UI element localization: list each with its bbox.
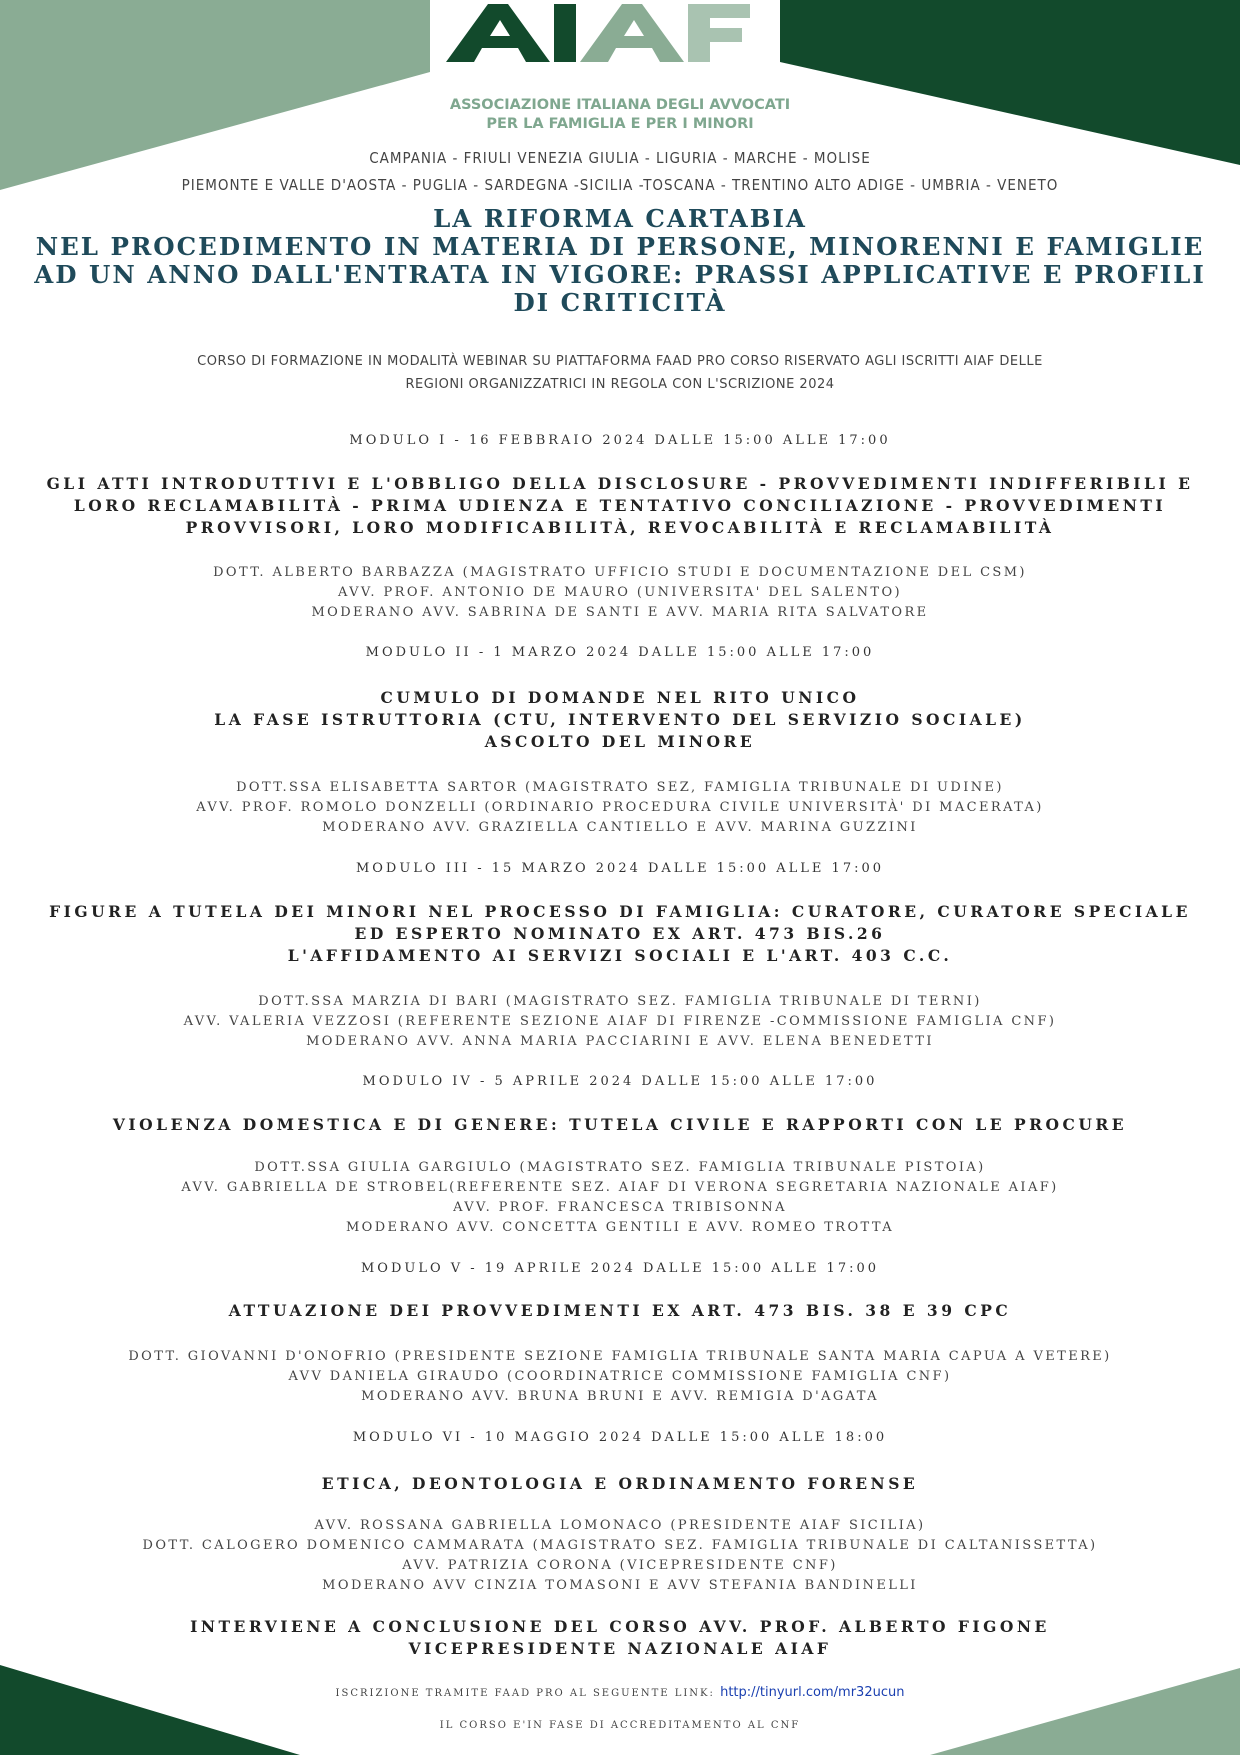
module-5-date: MODULO V - 19 APRILE 2024 DALLE 15:00 ALLE 17:00 <box>360 1261 880 1276</box>
module-6-date: MODULO VI - 10 MAGGIO 2024 DALLE 15:00 ALLE 18:00 <box>352 1430 888 1445</box>
module-2-speaker-2: AVV. PROF. ROMOLO DONZELLI (ORDINARIO PROCEDURA CIVILE UNIVERSITÀ' DI MACERATA) <box>196 800 1044 815</box>
module-3-title-line3: L'AFFIDAMENTO AI SERVIZI SOCIALI E L'ART. 403 C.C. <box>287 946 953 965</box>
closing-speaker <box>0 1616 1240 1660</box>
registration-info <box>0 1685 1240 1700</box>
module-2-title-line1: CUMULO DI DOMANDE NEL RITO UNICO <box>380 688 860 707</box>
subtitle-line2: REGIONI ORGANIZZATRICI IN REGOLA CON L'SCRIZIONE 2024 <box>405 377 835 392</box>
module-4-date: MODULO IV - 5 APRILE 2024 DALLE 15:00 ALLE 17:00 <box>362 1074 878 1089</box>
module-1-title-line3: PROVVISORI, LORO MODIFICABILITÀ, REVOCABILITÀ E RECLAMABILITÀ <box>185 518 1055 537</box>
registration-link[interactable]: http://tinyurl.com/mr32ucun <box>720 1685 905 1700</box>
module-5-moderators: MODERANO AVV. BRUNA BRUNI E AVV. REMIGIA D'AGATA <box>361 1389 879 1404</box>
regions-line1: CAMPANIA - FRIULI VENEZIA GIULIA - LIGURIA - MARCHE - MOLISE <box>369 149 871 167</box>
association-line2: PER LA FAMIGLIA E PER I MINORI <box>486 116 754 132</box>
module-5-speaker-2: AVV DANIELA GIRAUDO (COORDINATRICE COMMISSIONE FAMIGLIA CNF) <box>288 1369 952 1384</box>
module-4-speaker-2: AVV. GABRIELLA DE STROBEL(REFERENTE SEZ. AIAF DI VERONA SEGRETARIA NAZIONALE AIAF) <box>181 1180 1059 1195</box>
module-6-speaker-3: AVV. PATRIZIA CORONA (VICEPRESIDENTE CNF) <box>402 1558 838 1573</box>
title-line4: DI CRITICITÀ <box>513 288 727 317</box>
module-5-speakers <box>0 1347 1240 1407</box>
module-6-title <box>0 1473 1240 1495</box>
module-5-title-line1: ATTUAZIONE DEI PROVVEDIMENTI EX ART. 473 BIS. 38 E 39 CPC <box>228 1301 1012 1320</box>
module-6-moderators: MODERANO AVV CINZIA TOMASONI E AVV STEFANIA BANDINELLI <box>322 1578 918 1593</box>
bottom-right-light-green-shape <box>930 1668 1240 1755</box>
module-4-title-line1: VIOLENZA DOMESTICA E DI GENERE: TUTELA CIVILE E RAPPORTI CON LE PROCURE <box>112 1115 1128 1134</box>
main-title <box>0 205 1240 317</box>
module-5-speaker-1: DOTT. GIOVANNI D'ONOFRIO (PRESIDENTE SEZIONE FAMIGLIA TRIBUNALE SANTA MARIA CAPUA A VETERE) <box>128 1349 1112 1364</box>
module-3-title-line2: ED ESPERTO NOMINATO EX ART. 473 BIS.26 <box>354 924 886 943</box>
module-3-date: MODULO III - 15 MARZO 2024 DALLE 15:00 ALLE 17:00 <box>355 861 885 876</box>
association-name <box>0 96 1240 134</box>
module-2-speakers <box>0 778 1240 838</box>
module-4-speakers <box>0 1158 1240 1238</box>
module-3-speakers <box>0 992 1240 1052</box>
title-line1: LA RIFORMA CARTABIA <box>433 204 807 233</box>
module-5-title <box>0 1300 1240 1322</box>
title-line3: AD UN ANNO DALL'ENTRATA IN VIGORE: PRASSI APPLICATIVE E PROFILI <box>34 260 1206 289</box>
module-1-speaker-2: AVV. PROF. ANTONIO DE MAURO (UNIVERSITA' DEL SALENTO) <box>337 585 902 600</box>
regions-line2: PIEMONTE E VALLE D'AOSTA - PUGLIA - SARDEGNA -SICILIA -TOSCANA - TRENTINO ALTO ADIGE - UMBRIA - VENETO <box>181 176 1059 194</box>
module-1-moderators: MODERANO AVV. SABRINA DE SANTI E AVV. MARIA RITA SALVATORE <box>311 605 929 620</box>
module-1-date: MODULO I - 16 FEBBRAIO 2024 DALLE 15:00 ALLE 17:00 <box>349 433 891 448</box>
module-2-title-line2: LA FASE ISTRUTTORIA (CTU, INTERVENTO DEL SERVIZIO SOCIALE) <box>214 710 1026 729</box>
module-1-title-line2: LORO RECLAMABILITÀ - PRIMA UDIENZA E TENTATIVO CONCILIAZIONE - PROVVEDIMENTI <box>73 496 1167 515</box>
regions-list <box>0 145 1240 199</box>
accreditation-note: IL CORSO E'IN FASE DI ACCREDITAMENTO AL CNF <box>439 1720 801 1731</box>
module-1-title-line1: GLI ATTI INTRODUTTIVI E L'OBBLIGO DELLA DISCLOSURE - PROVVEDIMENTI INDIFFERIBILI E <box>46 474 1194 493</box>
association-line1: ASSOCIAZIONE ITALIANA DEGLI AVVOCATI <box>449 97 791 113</box>
module-6-speakers <box>0 1516 1240 1596</box>
module-2-speaker-1: DOTT.SSA ELISABETTA SARTOR (MAGISTRATO SEZ, FAMIGLIA TRIBUNALE DI UDINE) <box>236 780 1004 795</box>
module-3-speaker-1: DOTT.SSA MARZIA DI BARI (MAGISTRATO SEZ. FAMIGLIA TRIBUNALE DI TERNI) <box>258 994 982 1009</box>
module-6-title-line1: ETICA, DEONTOLOGIA E ORDINAMENTO FORENSE <box>321 1474 919 1493</box>
module-3-moderators: MODERANO AVV. ANNA MARIA PACCIARINI E AVV. ELENA BENEDETTI <box>306 1034 934 1049</box>
top-right-dark-green-shape <box>780 0 1240 165</box>
title-line2: NEL PROCEDIMENTO IN MATERIA DI PERSONE, MINORENNI E FAMIGLIE <box>35 232 1205 261</box>
module-2-title-line3: ASCOLTO DEL MINORE <box>484 732 756 751</box>
module-2-moderators: MODERANO AVV. GRAZIELLA CANTIELLO E AVV. MARINA GUZZINI <box>322 820 918 835</box>
module-4-speaker-3: AVV. PROF. FRANCESCA TRIBISONNA <box>453 1200 787 1215</box>
subtitle-line1: CORSO DI FORMAZIONE IN MODALITÀ WEBINAR SU PIATTAFORMA FAAD PRO CORSO RISERVATO AGLI ISCRITTI AIAF DELLE <box>197 354 1043 369</box>
aiaf-logo <box>430 0 780 72</box>
module-1-speaker-1: DOTT. ALBERTO BARBAZZA (MAGISTRATO UFFICIO STUDI E DOCUMENTAZIONE DEL CSM) <box>213 565 1027 580</box>
closing-line1: INTERVIENE A CONCLUSIONE DEL CORSO AVV. PROF. ALBERTO FIGONE <box>190 1617 1050 1636</box>
course-description <box>0 350 1240 396</box>
closing-line2: VICEPRESIDENTE NAZIONALE AIAF <box>408 1639 832 1658</box>
registration-text: ISCRIZIONE TRAMITE FAAD PRO AL SEGUENTE LINK: <box>335 1688 715 1699</box>
module-4-speaker-1: DOTT.SSA GIULIA GARGIULO (MAGISTRATO SEZ. FAMIGLIA TRIBUNALE PISTOIA) <box>254 1160 986 1175</box>
module-4-moderators: MODERANO AVV. CONCETTA GENTILI E AVV. ROMEO TROTTA <box>345 1220 895 1235</box>
module-6-speaker-1: AVV. ROSSANA GABRIELLA LOMONACO (PRESIDENTE AIAF SICILIA) <box>314 1518 926 1533</box>
module-1-title <box>0 473 1240 539</box>
module-6-speaker-2: DOTT. CALOGERO DOMENICO CAMMARATA (MAGISTRATO SEZ. FAMIGLIA TRIBUNALE DI CALTANISSETTA) <box>142 1538 1098 1553</box>
module-3-speaker-2: AVV. VALERIA VEZZOSI (REFERENTE SEZIONE AIAF DI FIRENZE -COMMISSIONE FAMIGLIA CNF) <box>183 1014 1057 1029</box>
module-3-title <box>0 901 1240 967</box>
bottom-left-dark-green-shape <box>0 1665 300 1755</box>
module-2-date: MODULO II - 1 MARZO 2024 DALLE 15:00 ALLE 17:00 <box>365 645 875 660</box>
module-1-speakers <box>0 563 1240 623</box>
module-3-title-line1: FIGURE A TUTELA DEI MINORI NEL PROCESSO DI FAMIGLIA: CURATORE, CURATORE SPECIALE <box>49 902 1191 921</box>
module-2-title <box>0 687 1240 753</box>
module-4-title <box>0 1114 1240 1136</box>
